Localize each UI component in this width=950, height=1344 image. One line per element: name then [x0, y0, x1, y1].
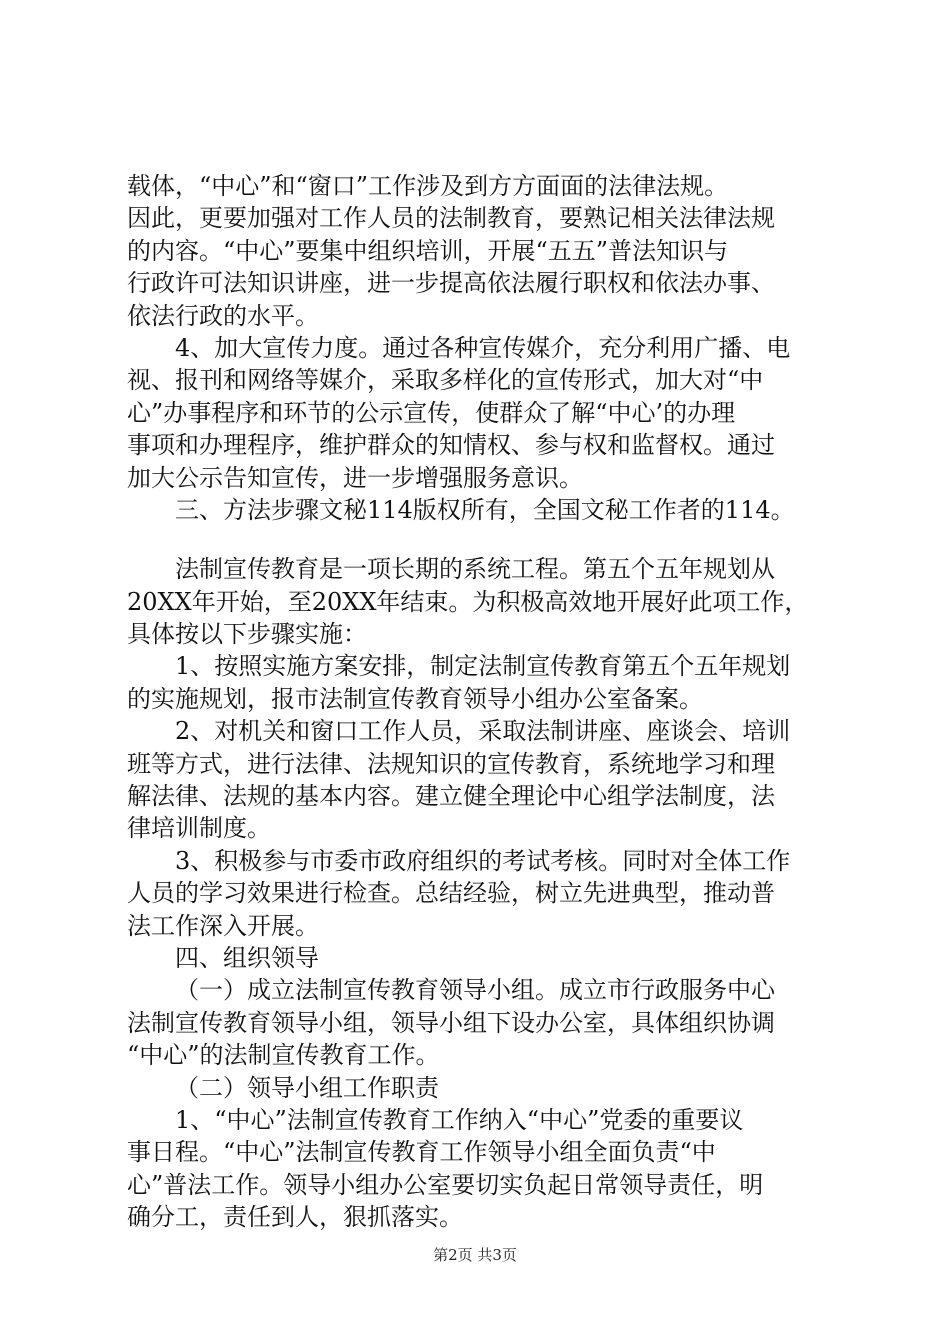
- text-line: 依法行政的水平。: [127, 301, 319, 330]
- paragraph-start-line: 4、加大宣传力度。通过各种宣传媒介，充分利用广播、电: [175, 333, 791, 362]
- text-line: 20XX年开始，至20XX年结束。为积极高效地开展好此项工作，: [127, 587, 809, 616]
- paragraph-start-line: 1、按照实施方案安排，制定法制宣传教育第五个五年规划: [175, 652, 791, 681]
- text-line: 心”普法工作。领导小组办公室要切实负起日常领导责任，明: [127, 1170, 764, 1199]
- document-body: [127, 170, 827, 1234]
- text-line: 加大公示告知宣传，进一步增强服务意识。: [127, 463, 583, 492]
- text-line: 因此，更要加强对工作人员的法制教育，要熟记相关法律法规: [127, 204, 775, 233]
- text-line: 确分工，责任到人，狠抓落实。: [127, 1203, 463, 1232]
- text-line: 具体按以下步骤实施：: [127, 620, 367, 649]
- text-line: “中心”的法制宣传教育工作。: [127, 1041, 440, 1070]
- text-line: 行政许可法知识讲座，进一步提高依法履行职权和依法办事、: [127, 269, 775, 298]
- paragraph-start-line: 1、“中心”法制宣传教育工作纳入“中心”党委的重要议: [175, 1105, 744, 1134]
- text-line: 的内容。“中心”要集中组织培训，开展“五五”普法知识与: [127, 236, 729, 265]
- paragraph-start-line: 3、积极参与市委市政府组织的考试考核。同时对全体工作: [175, 846, 791, 875]
- text-line: 的实施规划，报市法制宣传教育领导小组办公室备案。: [127, 684, 703, 713]
- text-line: 法工作深入开展。: [127, 911, 319, 940]
- text-line: 律培训制度。: [127, 814, 271, 843]
- section-heading-line: 三、方法步骤文秘114版权所有，全国文秘工作者的114。: [175, 495, 795, 524]
- page-footer: 第2页 共3页: [433, 1246, 517, 1264]
- paragraph-start-line: 2、对机关和窗口工作人员，采取法制讲座、座谈会、培训: [175, 717, 791, 746]
- text-line: 法制宣传教育领导小组，领导小组下设办公室，具体组织协调: [127, 1008, 775, 1037]
- text-line: 人员的学习效果进行检查。总结经验，树立先进典型，推动普: [127, 879, 775, 908]
- paragraph-start-line: （一）成立法制宣传教育领导小组。成立市行政服务中心: [175, 976, 775, 1005]
- section-heading-line: 四、组织领导: [175, 943, 319, 972]
- text-line: 载体，“中心”和“窗口”工作涉及到方方面面的法律法规。: [127, 172, 729, 200]
- text-line: 事项和办理程序，维护群众的知情权、参与权和监督权。通过: [127, 431, 775, 460]
- subsection-heading-line: （二）领导小组工作职责: [175, 1073, 439, 1102]
- text-line: 视、报刊和网络等媒介，采取多样化的宣传形式，加大对“中: [127, 366, 764, 395]
- paragraph-start-line: 法制宣传教育是一项长期的系统工程。第五个五年规划从: [175, 555, 775, 584]
- paragraph-gap: [127, 526, 827, 553]
- text-line: 事日程。“中心”法制宣传教育工作领导小组全面负责“中: [127, 1138, 716, 1167]
- text-line: 心”办事程序和环节的公示宣传，使群众了解“中心’的办理: [127, 398, 736, 427]
- text-line: 班等方式，进行法律、法规知识的宣传教育，系统地学习和理: [127, 749, 775, 778]
- text-line: 解法律、法规的基本内容。建立健全理论中心组学法制度，法: [127, 782, 775, 811]
